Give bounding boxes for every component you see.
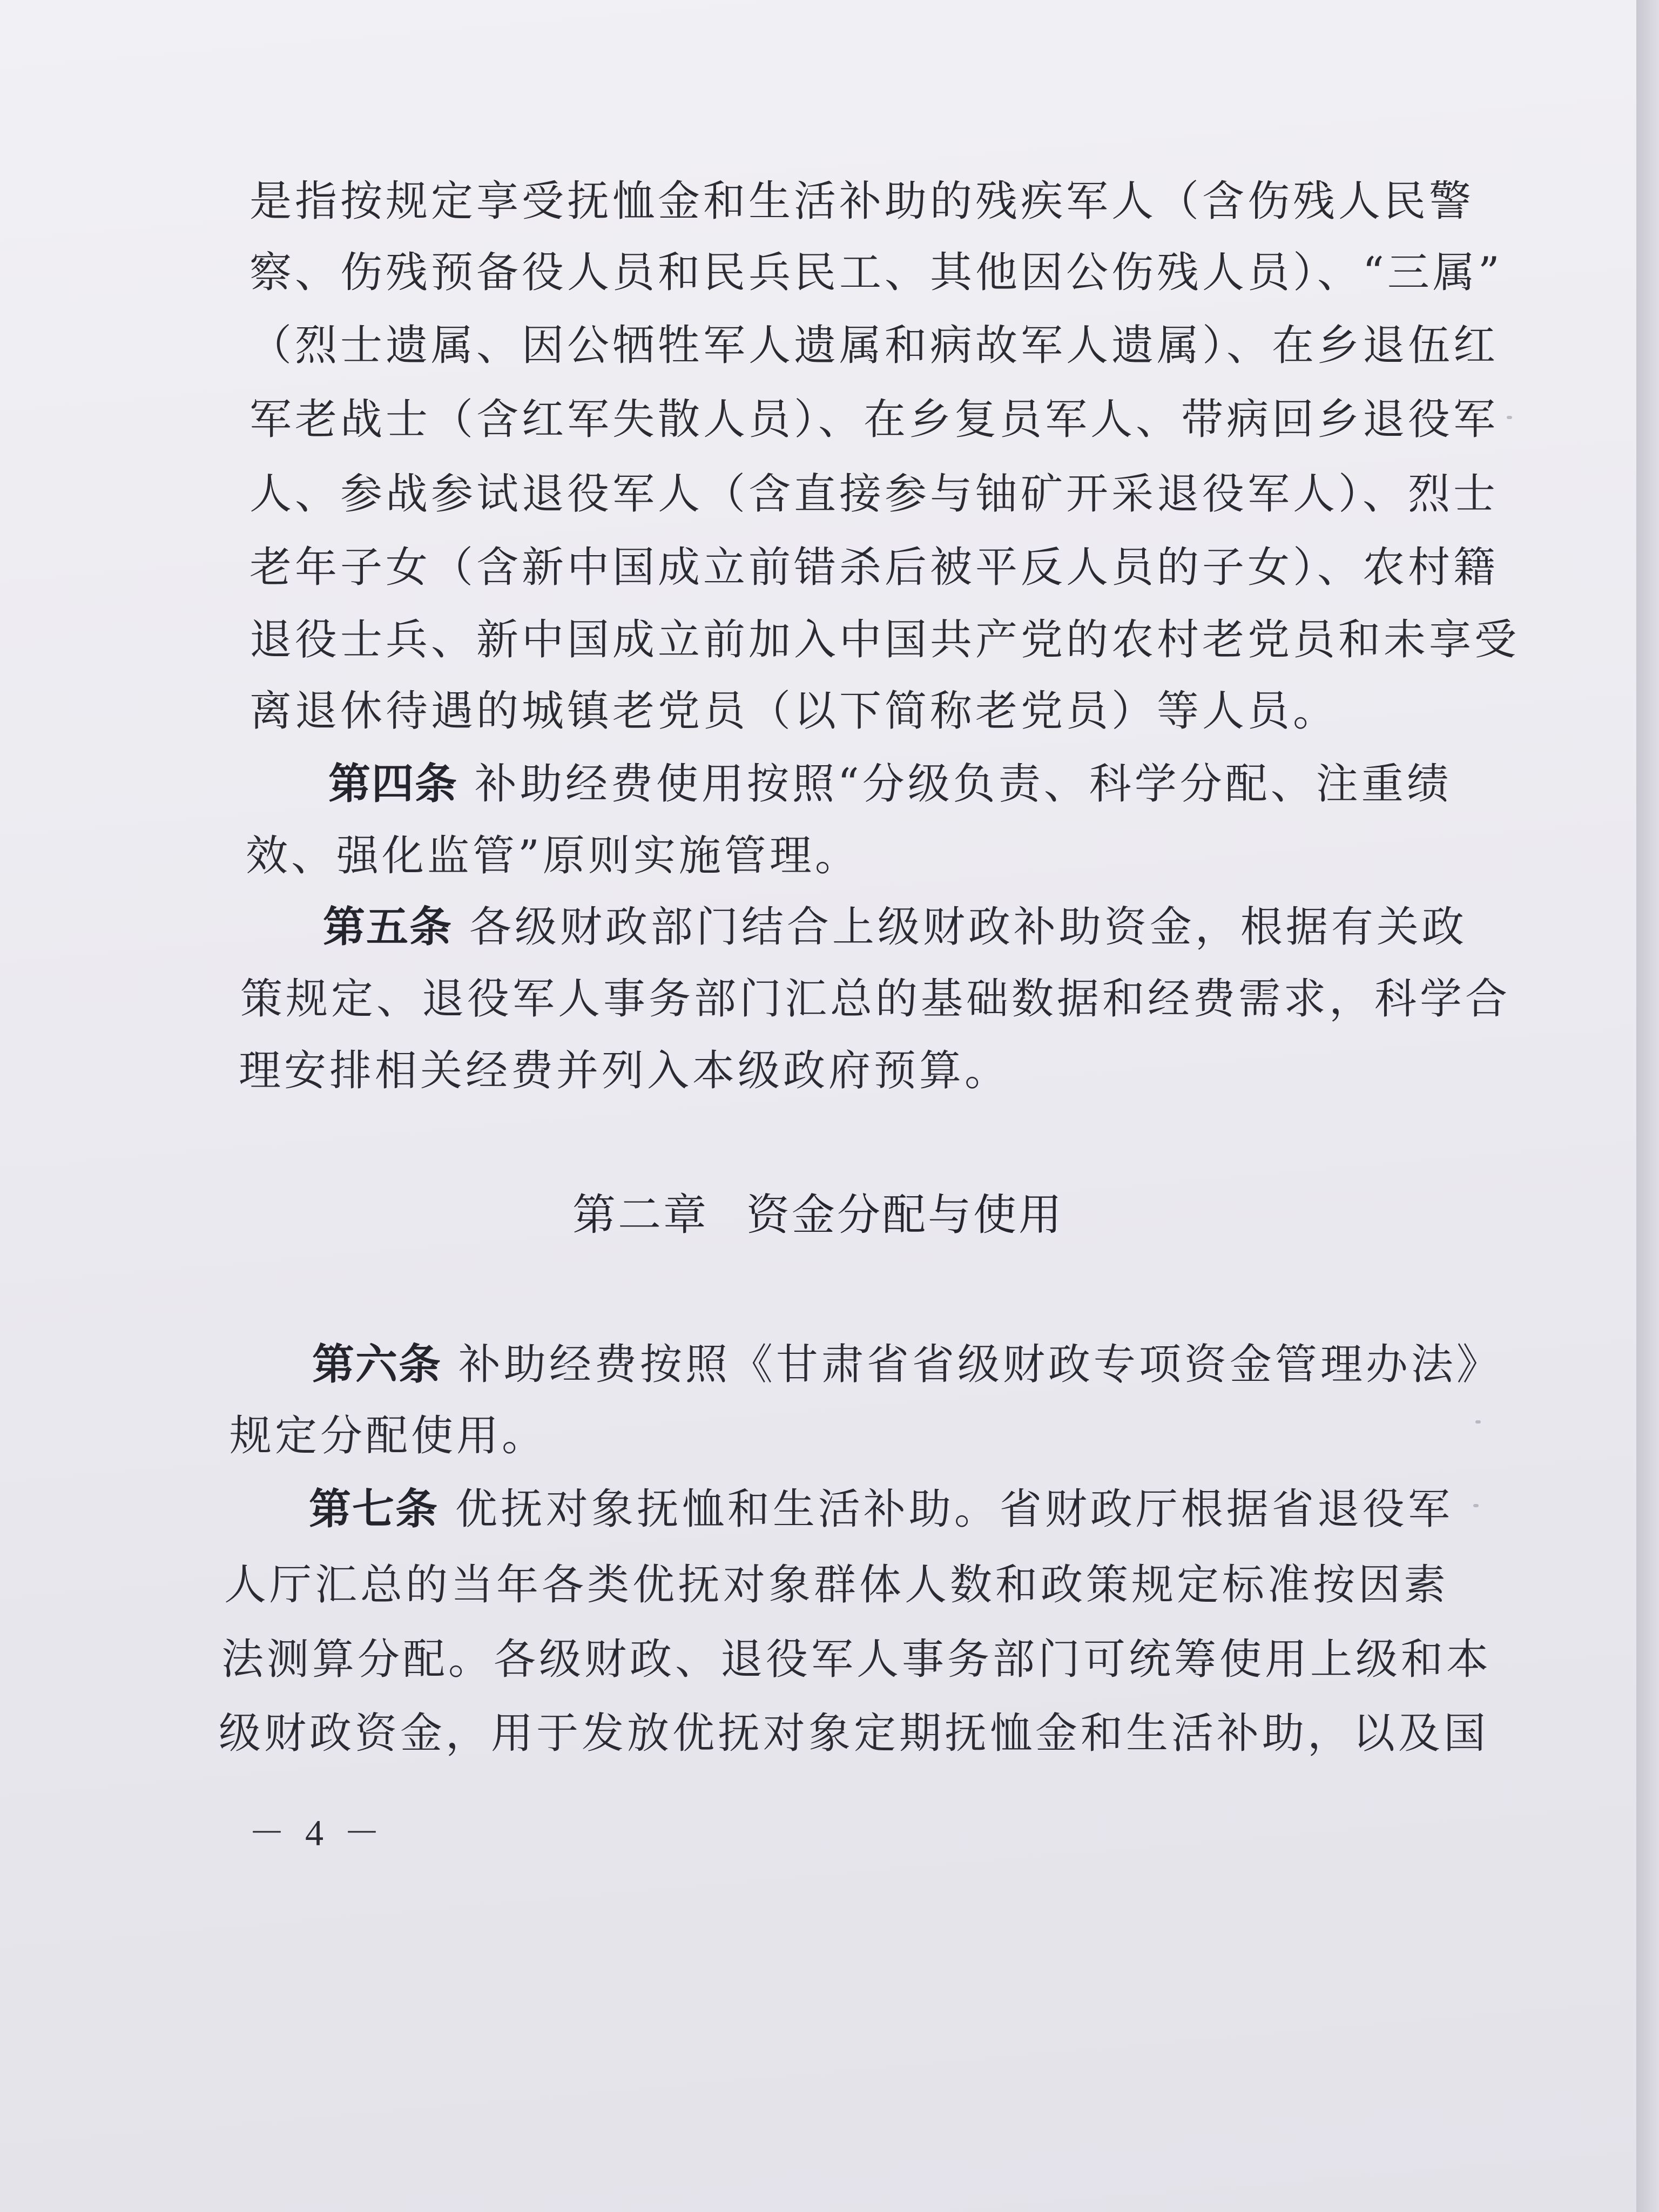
- paragraph1-line-1: 是指按规定享受抚恤金和生活补助的残疾军人（含伤残人民警: [249, 177, 1475, 226]
- paragraph1-line-2: 察、伤残预备役人员和民兵民工、其他因公伤残人员）、“三属”: [249, 248, 1503, 297]
- chapter-heading: [572, 1185, 1064, 1245]
- article4-line-1: [328, 754, 1452, 814]
- article5-line-2: 策规定、退役军人事务部门汇总的基础数据和经费需求，科学合: [240, 975, 1511, 1023]
- paper-mark: [1473, 1504, 1479, 1507]
- paragraph1-line-7: 退役士兵、新中国成立前加入中国共产党的农村老党员和未享受: [249, 616, 1520, 664]
- article7-text-1: 优抚对象抚恤和生活补助。省财政厅根据省退役军: [455, 1485, 1453, 1534]
- page-number: － 4 －: [248, 1812, 386, 1853]
- paragraph1-line-6: 老年子女（含新中国成立前错杀后被平反人员的子女）、农村籍: [249, 543, 1499, 592]
- paragraph1-line-3: （烈士遗属、因公牺牲军人遗属和病故军人遗属）、在乡退伍红: [249, 321, 1499, 370]
- page-edge-shadow: [1636, 0, 1659, 2212]
- article5-heading: 第五条: [323, 903, 453, 952]
- paragraph1-line-5: 人、参战参试退役军人（含直接参与铀矿开采退役军人）、烈士: [249, 470, 1499, 518]
- article4-text-1: 补助经费使用按照“分级负责、科学分配、注重绩: [474, 760, 1452, 808]
- chapter-number: 第二章: [572, 1190, 709, 1240]
- paper-mark: [1475, 1420, 1481, 1424]
- article7-line-3: 法测算分配。各级财政、退役军人事务部门可统筹使用上级和本: [221, 1635, 1492, 1684]
- article5-text-1: 各级财政部门结合上级财政补助资金，根据有关政: [469, 903, 1467, 952]
- article4-line-2: 效、强化监管”原则实施管理。: [246, 832, 860, 880]
- article7-line-1: [309, 1480, 1453, 1539]
- article6-line-2: 规定分配使用。: [230, 1412, 548, 1460]
- article5-line-1: [323, 898, 1467, 957]
- article6-heading: 第六条: [312, 1340, 442, 1389]
- chapter-title-text: 资金分配与使用: [746, 1190, 1064, 1240]
- paragraph1-line-4: 军老战士（含红军失散人员）、在乡复员军人、带病回乡退役军: [249, 395, 1499, 444]
- article7-line-4: 级财政资金，用于发放优抚对象定期抚恤金和生活补助，以及国: [219, 1709, 1489, 1758]
- article6-text-1: 补助经费按照《甘肃省省级财政专项资金管理办法》: [458, 1340, 1502, 1389]
- article7-line-2: 人厅汇总的当年各类优抚对象群体人数和政策规定标准按因素: [224, 1561, 1449, 1609]
- article5-line-3: 理安排相关经费并列入本级政府预算。: [239, 1047, 1010, 1095]
- article4-heading: 第四条: [328, 760, 458, 808]
- article7-heading: 第七条: [309, 1485, 439, 1534]
- paper-mark: [1507, 416, 1512, 419]
- article6-line-1: [312, 1335, 1502, 1394]
- paragraph1-line-8: 离退休待遇的城镇老党员（以下简称老党员）等人员。: [249, 687, 1339, 736]
